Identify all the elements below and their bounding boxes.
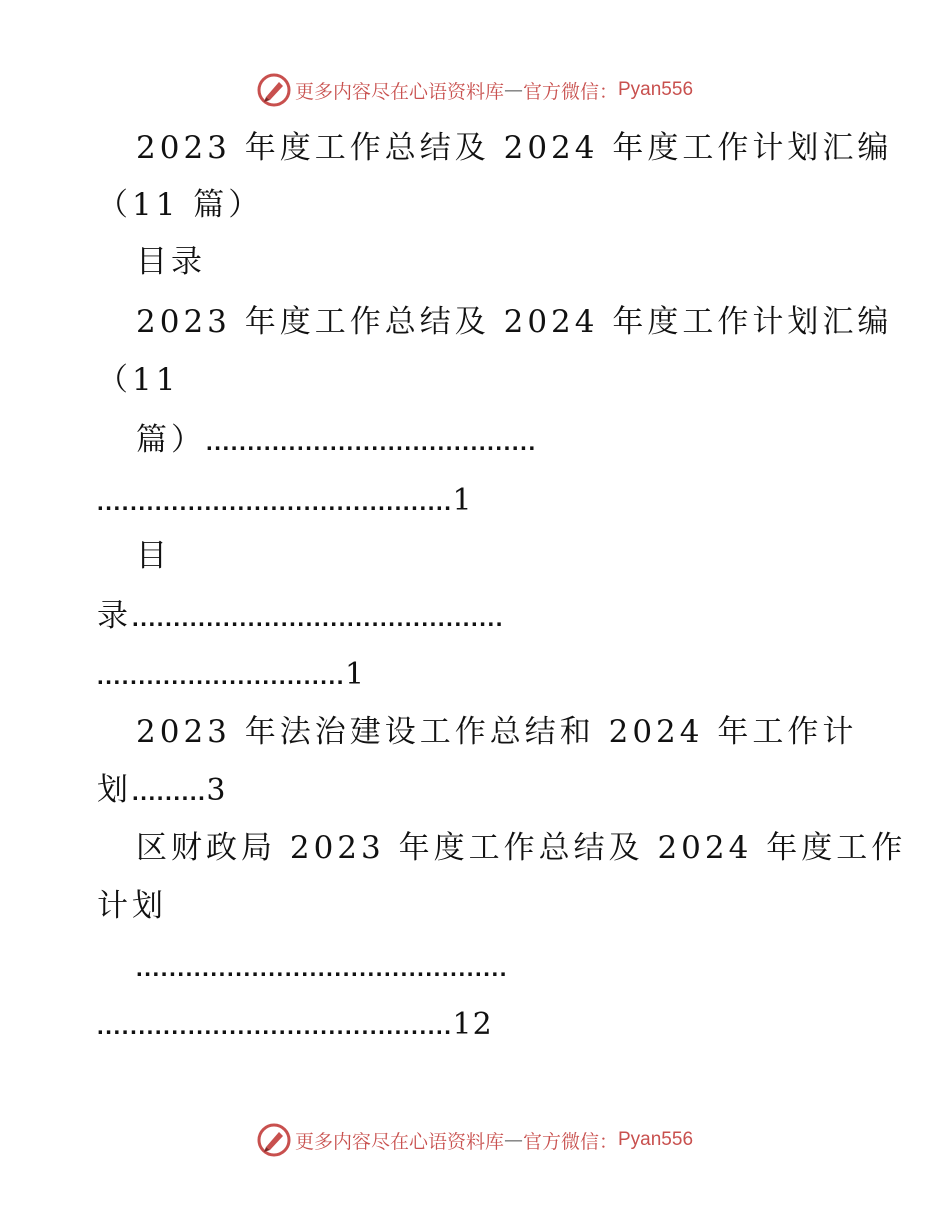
toc-entry-3-page: 3: [206, 773, 227, 808]
toc-entry-1-label: 篇）: [136, 422, 206, 458]
toc-entry-1-line3: [136, 420, 537, 463]
watermark-wechat-id: Pyan556: [618, 1129, 694, 1150]
dot-leader: ...........................................: [97, 489, 453, 516]
pen-logo-icon: [257, 1123, 291, 1157]
toc-entry-2-leader: [97, 654, 365, 697]
toc-entry-2-line2: [97, 596, 504, 639]
toc-entry-1-page: 1: [452, 483, 473, 518]
watermark-wechat-label: 官方微信：: [522, 80, 618, 103]
toc-entry-3-line1: 2023 年法治建设工作总结和 2024 年工作计: [136, 714, 858, 750]
document-title-line2: （11 篇）: [97, 187, 264, 223]
toc-heading: 目录: [136, 244, 206, 280]
watermark-separator: —: [503, 79, 523, 101]
toc-entry-2-page: 1: [345, 657, 366, 692]
footer-watermark: [0, 1120, 950, 1160]
dot-leader: .............................................: [132, 605, 505, 632]
toc-entry-2-line1: 目: [136, 538, 171, 574]
pen-logo-icon: [257, 73, 291, 107]
toc-entry-3-label: 划: [97, 772, 132, 808]
document-title-line1: 2023 年度工作总结及 2024 年度工作计划汇编: [136, 130, 893, 166]
watermark-wechat-label: 官方微信：: [522, 1130, 618, 1153]
dot-leader: ........................................: [206, 429, 537, 456]
toc-entry-4-line1: 区财政局 2023 年度工作总结及 2024 年度工作: [136, 830, 907, 866]
toc-entry-1-line1: 2023 年度工作总结及 2024 年度工作计划汇编: [136, 304, 893, 340]
watermark-text: 更多内容尽在心语资料库: [294, 80, 504, 103]
toc-entry-4-page: 12: [452, 1007, 493, 1042]
toc-entry-4-leader-2: [97, 1004, 493, 1047]
watermark-wechat-id: Pyan556: [618, 79, 694, 100]
dot-leader: .........: [132, 779, 207, 806]
watermark-separator: —: [503, 1129, 523, 1151]
header-watermark: [0, 70, 950, 110]
dot-leader: .............................................: [136, 955, 509, 982]
toc-entry-1-line2: （11: [97, 362, 180, 398]
toc-entry-2-label: 录: [97, 598, 132, 634]
watermark-text: 更多内容尽在心语资料库: [294, 1130, 504, 1153]
dot-leader: ...........................................: [97, 1013, 453, 1040]
toc-entry-4-line2: 计划: [97, 888, 167, 924]
toc-entry-4-leader-1: [136, 946, 508, 989]
toc-entry-3-line2: [97, 770, 227, 813]
dot-leader: ..............................: [97, 663, 346, 690]
toc-entry-1-leader: [97, 480, 473, 523]
